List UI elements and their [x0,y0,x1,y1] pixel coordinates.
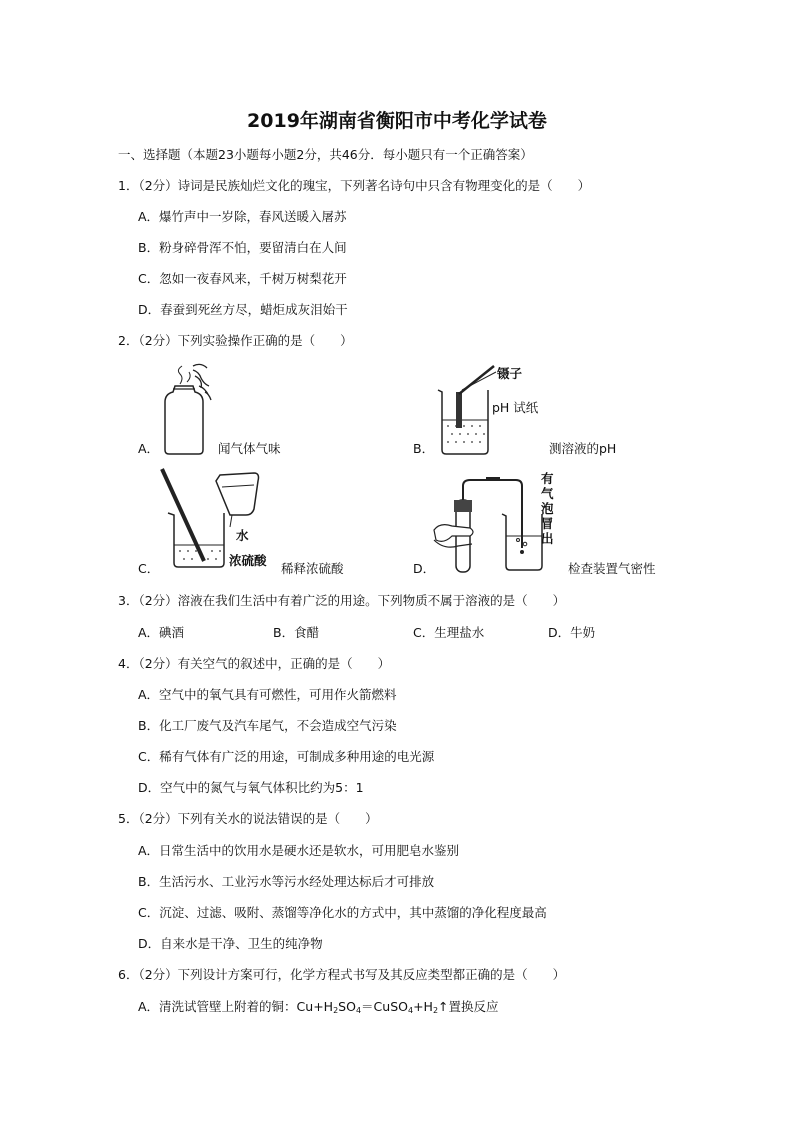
q3-option-c: C．生理盐水 [413,625,485,640]
q5-option-a: A．日常生活中的饮用水是硬水还是软水，可用肥皂水鉴别 [138,843,460,858]
q2-option-a-caption: 闻气体气味 [218,441,281,456]
q5-option-c: C．沉淀、过滤、吸附、蒸馏等净化水的方式中，其中蒸馏的净化程度最高 [138,905,547,920]
figure-smell-gas [155,362,225,457]
label-ph-paper: pH 试纸 [492,400,539,415]
q2-option-b-caption: 测溶液的pH [549,441,617,456]
q2-option-c-caption: 稀释浓硫酸 [281,561,344,576]
q1-option-d: D．春蚕到死丝方尽，蜡炬成灰泪始干 [138,302,348,317]
q3-option-a: A．碘酒 [138,625,185,640]
q2-option-c-letter: C． [138,561,160,576]
q2-option-d-letter: D． [413,561,436,576]
q6-option-a: A．清洗试管壁上附着的铜：$Cu+H_2SO_4=CuSO_4+H_2↑$置换反应 [138,999,499,1015]
q4-option-b: B．化工厂废气及汽车尾气，不会造成空气污染 [138,718,397,733]
q1-option-a: A．爆竹声中一岁除，春风送暖入屠苏 [138,209,347,224]
q4-option-c: C．稀有气体有广泛的用途，可制成多种用途的电光源 [138,749,435,764]
section-heading: 一、选择题（本题23小题每小题2分，共46分．每小题只有一个正确答案） [118,147,533,162]
q4-option-d: D．空气中的氮气与氧气体积比约为5：1 [138,780,364,795]
q3-stem: 3．（2分）溶液在我们生活中有着广泛的用途。下列物质不属于溶液的是（ ） [118,593,566,608]
q4-stem: 4．（2分）有关空气的叙述中，正确的是（ ） [118,656,391,671]
label-water: 水 [236,528,249,543]
q2-option-a-letter: A． [138,441,160,456]
q1-option-c: C．忽如一夜春风来，千树万树梨花开 [138,271,347,286]
q3-option-d: D．牛奶 [548,625,596,640]
q5-option-b: B．生活污水、工业污水等污水经处理达标后才可排放 [138,874,435,889]
q2-option-b-letter: B． [413,441,435,456]
q2-option-d-caption: 检查装置气密性 [568,561,656,576]
q1-option-b: B．粉身碎骨浑不怕，要留清白在人间 [138,240,347,255]
page-title: 2019年湖南省衡阳市中考化学试卷 [247,110,547,132]
q6-stem: 6．（2分）下列设计方案可行，化学方程式书写及其反应类型都正确的是（ ） [118,967,566,982]
label-bubbles: 有 气 泡 冒 出 [541,471,554,546]
label-conc-acid: 浓硫酸 [229,553,267,568]
q5-stem: 5．（2分）下列有关水的说法错误的是（ ） [118,811,378,826]
q4-option-a: A．空气中的氧气具有可燃性，可用作火箭燃料 [138,687,397,702]
figure-airtightness [430,470,545,574]
q1-stem: 1．（2分）诗词是民族灿烂文化的瑰宝，下列著名诗句中只含有物理变化的是（ ） [118,178,591,193]
label-tweezers: 镊子 [497,366,523,381]
q3-option-b: B．食醋 [273,625,320,640]
q5-option-d: D．自来水是干净、卫生的纯净物 [138,936,323,951]
q2-stem: 2．（2分）下列实验操作正确的是（ ） [118,333,353,348]
